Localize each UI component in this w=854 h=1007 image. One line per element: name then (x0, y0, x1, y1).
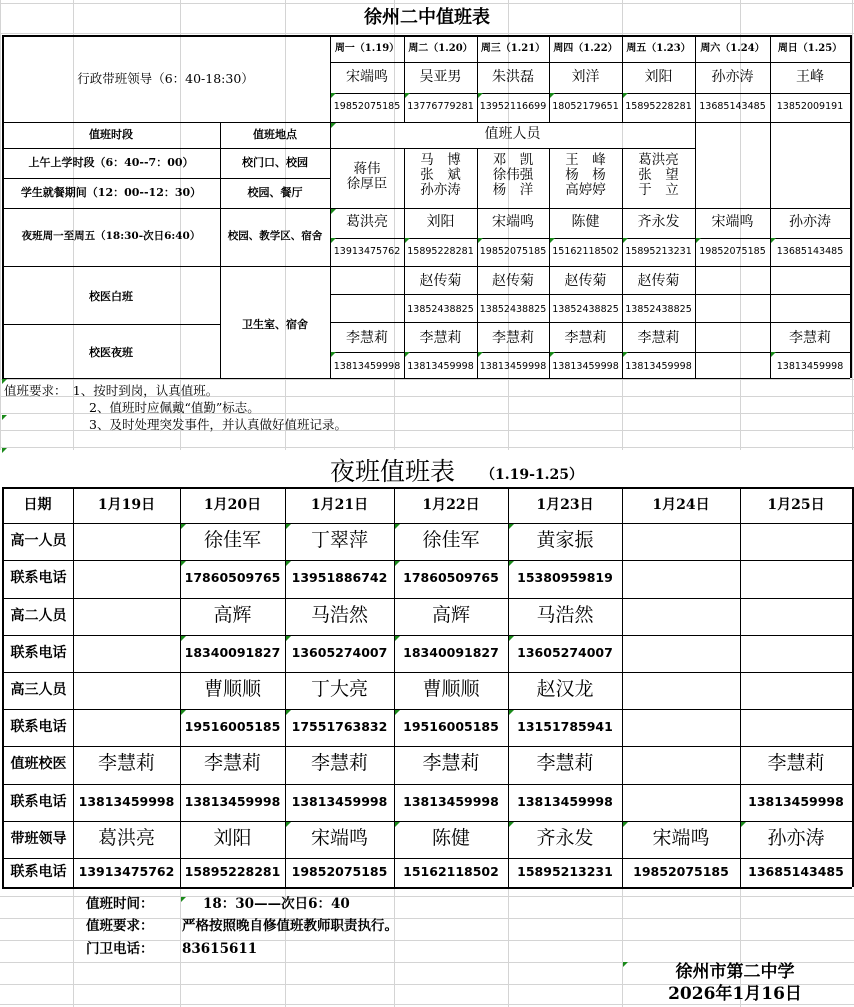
night-phone-9-5: 19852075185 (633, 863, 729, 879)
night-phone-5-3: 19516005185 (403, 718, 499, 734)
night-name-8-3: 陈健 (431, 826, 470, 849)
grid-line-h (2, 887, 852, 889)
comment-marker (771, 352, 776, 357)
night-name-6-4: 李慧莉 (536, 752, 594, 774)
night-phone-9-0: 13913475762 (78, 863, 175, 879)
doctor-night-name-0: 李慧莉 (346, 330, 388, 346)
grid-line-h (2, 208, 850, 209)
comment-marker (181, 561, 186, 566)
doctor-night-phone-2: 13813459998 (479, 361, 547, 372)
admin-leader-label: 行政带班领导（6：40-18:30） (77, 71, 254, 86)
comment-marker (395, 636, 400, 641)
comment-marker (395, 710, 400, 715)
night-name-2-3: 高辉 (431, 603, 470, 626)
grid-line-h (2, 148, 695, 149)
night-date-6: 1月25日 (767, 497, 825, 513)
doctor-night-name-1: 李慧莉 (419, 330, 462, 346)
doctor-day-name-4: 赵传菊 (637, 273, 680, 289)
night-row-label-2: 高二人员 (10, 607, 67, 624)
night-row-label-5: 联系电话 (10, 718, 67, 735)
comment-marker (286, 710, 291, 715)
comment-marker (696, 238, 701, 243)
night-row-label-8: 带班领导 (10, 830, 67, 847)
grid-line-h (2, 122, 850, 123)
day-header-0: 周一（1.19） (334, 43, 400, 54)
night-phone-9-2: 19852075185 (291, 863, 388, 879)
top-title: 徐州二中值班表 (364, 7, 490, 28)
staff-4-2: 于 立 (638, 182, 679, 198)
grid-line-h (2, 709, 852, 710)
staff-0-1: 徐厚臣 (346, 176, 388, 192)
comment-marker (509, 561, 514, 566)
night-name-4-1: 曹顺顺 (203, 677, 261, 700)
night-phone-7-1: 13813459998 (184, 793, 281, 809)
footer-time-label: 值班时间： (86, 896, 154, 912)
doctor-day-phone-4: 13852438825 (625, 304, 692, 315)
night-name-8-1: 刘阳 (213, 826, 252, 849)
night-row-label-6: 值班校医 (10, 756, 67, 772)
night-phone-7-2: 13813459998 (291, 793, 388, 809)
comment-marker (395, 561, 400, 566)
doctor-night-phone-4: 13813459998 (625, 361, 692, 372)
grid-line-v (622, 887, 623, 1007)
comment-marker (405, 238, 410, 243)
night-name-0-2: 丁翠萍 (310, 528, 368, 551)
footer-date: 2026年1月16日 (668, 984, 802, 1004)
night-name-0-4: 黄家振 (536, 528, 594, 551)
staff-3-0: 王 峰 (565, 152, 606, 168)
grid-line-v (850, 35, 852, 378)
comment-marker (550, 93, 555, 98)
night-place: 校园、教学区、宿舍 (227, 230, 323, 242)
night-time: 夜班周一至周五（18:30-次日6:40） (21, 230, 201, 242)
leader-name-3: 刘洋 (571, 69, 600, 85)
night-leader-3: 陈健 (571, 214, 600, 230)
night-phone-5-2: 17551763832 (291, 718, 388, 734)
comment-marker (331, 93, 336, 98)
night-phone-9-4: 15895213231 (517, 863, 613, 879)
comment-marker (331, 352, 336, 357)
night-name-6-2: 李慧莉 (310, 752, 368, 774)
night-leader-phone-5: 19852075185 (699, 246, 766, 257)
grid-line-v (852, 0, 853, 450)
day-header-4: 周五（1.23） (626, 43, 691, 54)
grid-line-v (2, 35, 4, 378)
grid-line-v (740, 487, 741, 887)
night-title-range: （1.19-1.25） (481, 467, 584, 483)
comment-marker (395, 822, 400, 827)
doctor-night-label: 校医夜班 (89, 346, 133, 359)
comment-marker (478, 238, 483, 243)
grid-line-v (330, 35, 331, 378)
leader-phone-3: 18052179651 (552, 101, 619, 112)
night-name-2-1: 高辉 (213, 603, 252, 626)
footer-req-value: 严格按照晚自修值班教师职责执行。 (182, 918, 398, 934)
grid-line-h (2, 178, 330, 179)
night-date-1: 1月20日 (203, 497, 262, 513)
requirement-1: 值班要求： 1、按时到岗，认真值班。 (4, 383, 219, 398)
doctor-day-phone-1: 13852438825 (407, 304, 474, 315)
night-name-6-0: 李慧莉 (97, 752, 155, 774)
night-title: 夜班值班表 (330, 457, 456, 486)
comment-marker (550, 238, 555, 243)
night-name-4-3: 曹顺顺 (422, 677, 480, 700)
staff-2-0: 邓 凯 (492, 152, 534, 168)
grid-line-h (2, 378, 850, 379)
morning-time: 上午上学时段（6：40--7：00） (28, 156, 194, 169)
night-phone-7-6: 13813459998 (748, 793, 844, 809)
night-name-6-3: 李慧莉 (422, 752, 480, 774)
grid-line-h (2, 746, 852, 747)
night-row-label-1: 联系电话 (10, 570, 67, 586)
grid-line-h (2, 598, 852, 599)
clinic-place: 卫生室、宿舍 (242, 318, 308, 331)
comment-marker (331, 238, 336, 243)
grid-line-h (2, 635, 852, 636)
night-name-4-2: 丁大亮 (310, 677, 368, 700)
night-phone-9-1: 15895228281 (184, 863, 281, 879)
leader-phone-5: 13685143485 (699, 101, 766, 112)
grid-line-h (330, 62, 850, 63)
requirement-2: 2、值班时应佩戴“值勤”标志。 (89, 400, 260, 415)
night-date-2: 1月21日 (310, 497, 369, 513)
leader-phone-4: 15895228281 (625, 101, 692, 112)
comment-marker (395, 524, 400, 529)
night-date-0: 1月19日 (97, 497, 156, 513)
col-header-time: 值班时段 (89, 128, 133, 141)
grid-line-h (2, 523, 852, 524)
grid-line-h (2, 35, 850, 37)
grid-line-h (0, 1004, 854, 1005)
doctor-night-name-2: 李慧莉 (492, 330, 534, 346)
day-header-3: 周四（1.22） (553, 43, 618, 54)
comment-marker (181, 897, 186, 902)
footer-req-label: 值班要求： (86, 918, 154, 934)
lunch-place: 校园、餐厅 (247, 186, 303, 199)
night-leader-phone-0: 13913475762 (333, 246, 401, 257)
leader-phone-2: 13952116699 (479, 101, 547, 112)
leader-phone-6: 13852009191 (776, 101, 844, 112)
night-phone-3-4: 13605274007 (517, 644, 613, 660)
night-name-8-4: 齐永发 (536, 826, 594, 849)
night-name-0-1: 徐佳军 (203, 528, 261, 551)
night-date-5: 1月24日 (652, 497, 710, 513)
grid-line-h (0, 379, 854, 380)
night-leader-phone-2: 19852075185 (479, 246, 547, 257)
grid-line-v (180, 887, 181, 1007)
doctor-night-phone-0: 13813459998 (333, 361, 401, 372)
comment-marker (509, 636, 514, 641)
grid-line-h (2, 784, 852, 785)
night-phone-3-2: 13605274007 (291, 644, 388, 660)
footer-guard-label: 门卫电话： (86, 941, 154, 957)
leader-name-6: 王峰 (796, 69, 824, 85)
night-leader-phone-4: 15895213231 (625, 246, 692, 257)
grid-line-v (0, 0, 1, 450)
comment-marker (286, 636, 291, 641)
grid-line-v (285, 0, 286, 450)
doctor-day-phone-3: 13852438825 (552, 304, 619, 315)
comment-marker (181, 710, 186, 715)
staff-4-1: 张 望 (638, 167, 679, 183)
night-row-label-9: 联系电话 (10, 863, 67, 880)
night-leader-1: 刘阳 (426, 214, 455, 230)
doctor-night-phone-3: 13813459998 (552, 361, 619, 372)
comment-marker (478, 352, 483, 357)
night-phone-1-4: 15380959819 (517, 570, 613, 585)
requirement-3: 3、及时处理突发事件，并认真做好值班记录。 (89, 417, 347, 432)
day-header-5: 周六（1.24） (700, 43, 765, 54)
staff-4-0: 葛洪亮 (638, 152, 679, 168)
grid-line-h (2, 672, 852, 673)
col-header-place: 值班地点 (253, 128, 297, 141)
staff-3-2: 高婷婷 (565, 182, 606, 198)
night-phone-5-4: 13151785941 (517, 718, 613, 734)
comment-marker (286, 822, 291, 827)
comment-marker (181, 524, 186, 529)
night-leader-2: 宋端鸣 (492, 214, 534, 230)
night-phone-3-3: 18340091827 (403, 644, 499, 660)
night-phone-3-1: 18340091827 (184, 644, 281, 660)
night-phone-9-6: 13685143485 (748, 863, 844, 879)
night-leader-phone-3: 15162118502 (552, 246, 619, 257)
doctor-night-phone-1: 13813459998 (407, 361, 474, 372)
comment-marker (771, 238, 776, 243)
night-name-6-6: 李慧莉 (767, 752, 825, 774)
leader-name-2: 朱洪磊 (492, 69, 534, 85)
doctor-day-name-3: 赵传菊 (564, 273, 607, 289)
night-name-0-3: 徐佳军 (422, 528, 480, 551)
night-header-date: 日期 (23, 497, 52, 513)
footer-time-value: 18：30——次日6：40 (203, 896, 350, 912)
grid-line-h (0, 3, 854, 4)
night-phone-7-0: 13813459998 (78, 793, 175, 809)
doctor-night-name-4: 李慧莉 (637, 330, 680, 346)
grid-line-v (508, 887, 509, 1007)
night-phone-1-2: 13951886742 (291, 570, 388, 585)
grid-line-h (2, 324, 220, 325)
comment-marker (623, 822, 628, 827)
night-leader-4: 齐永发 (637, 214, 680, 230)
leader-phone-0: 19852075185 (333, 101, 401, 112)
grid-line-h (2, 266, 850, 267)
staff-0-0: 蒋伟 (353, 161, 381, 177)
footer-guard-value: 83615611 (182, 941, 258, 957)
night-name-4-4: 赵汉龙 (536, 677, 594, 700)
night-name-8-6: 孙亦涛 (767, 826, 825, 849)
staff-2-2: 杨 洋 (492, 182, 534, 198)
comment-marker (405, 352, 410, 357)
grid-line-v (695, 35, 696, 378)
grid-line-h (2, 560, 852, 561)
morning-place: 校门口、校园 (242, 156, 308, 169)
doctor-day-phone-2: 13852438825 (479, 304, 547, 315)
comment-marker (623, 352, 628, 357)
col-header-staff: 值班人员 (484, 126, 541, 142)
grid-line-h (330, 322, 850, 323)
night-name-2-4: 马浩然 (536, 603, 594, 626)
comment-marker (478, 93, 483, 98)
grid-line-h (2, 487, 852, 489)
comment-marker (286, 524, 291, 529)
grid-line-v (394, 887, 395, 1007)
comment-marker (623, 962, 628, 967)
day-header-6: 周日（1.25） (777, 43, 843, 54)
grid-line-h (0, 447, 854, 448)
grid-line-v (622, 487, 623, 887)
night-phone-7-4: 13813459998 (517, 793, 613, 809)
comment-marker (331, 209, 336, 214)
comment-marker (550, 352, 555, 357)
comment-marker (623, 93, 628, 98)
footer-school: 徐州市第二中学 (675, 962, 795, 982)
leader-name-4: 刘阳 (644, 69, 673, 85)
night-phone-7-3: 13813459998 (403, 793, 499, 809)
night-name-8-2: 宋端鸣 (310, 826, 368, 849)
night-row-label-0: 高一人员 (10, 532, 67, 549)
doctor-day-label: 校医白班 (89, 290, 133, 303)
grid-line-h (330, 294, 850, 295)
comment-marker (509, 524, 514, 529)
day-header-2: 周三（1.21） (480, 43, 546, 54)
comment-marker (405, 93, 410, 98)
doctor-night-name-6: 李慧莉 (789, 330, 831, 346)
comment-marker (509, 710, 514, 715)
night-leader-5: 宋端鸣 (711, 214, 754, 230)
night-date-3: 1月22日 (422, 497, 480, 513)
night-row-label-7: 联系电话 (10, 793, 67, 810)
night-leader-0: 葛洪亮 (346, 214, 388, 230)
night-leader-phone-6: 13685143485 (776, 246, 844, 257)
night-date-4: 1月23日 (536, 497, 594, 513)
leader-name-1: 吴亚男 (419, 69, 462, 85)
doctor-night-phone-6: 13813459998 (776, 361, 844, 372)
night-phone-9-3: 15162118502 (403, 863, 499, 879)
doctor-night-name-3: 李慧莉 (564, 330, 607, 346)
staff-2-1: 徐伟强 (492, 167, 534, 183)
doctor-day-name-1: 赵传菊 (419, 273, 462, 289)
night-row-label-4: 高三人员 (10, 681, 67, 698)
comment-marker (2, 415, 7, 420)
night-phone-5-1: 19516005185 (184, 718, 281, 734)
night-name-2-2: 马浩然 (310, 603, 368, 626)
comment-marker (181, 636, 186, 641)
night-leader-6: 孙亦涛 (789, 214, 831, 230)
comment-marker (741, 822, 746, 827)
staff-1-0: 马 博 (420, 152, 461, 168)
doctor-day-name-2: 赵传菊 (492, 273, 534, 289)
night-leader-phone-1: 15895228281 (407, 246, 474, 257)
lunch-time: 学生就餐期间（12：00--12：30） (20, 186, 202, 199)
grid-line-h (0, 33, 854, 34)
grid-line-h (2, 858, 852, 859)
grid-line-v (73, 887, 74, 1007)
leader-phone-1: 13776779281 (407, 101, 474, 112)
day-header-1: 周二（1.20） (408, 43, 473, 54)
leader-name-5: 孙亦涛 (711, 69, 754, 85)
night-name-8-5: 宋端鸣 (652, 826, 710, 849)
night-phone-1-1: 17860509765 (184, 570, 281, 585)
night-row-label-3: 联系电话 (10, 644, 67, 661)
grid-line-h (2, 821, 852, 822)
night-phone-1-3: 17860509765 (403, 570, 499, 585)
staff-1-2: 孙亦涛 (420, 182, 461, 198)
staff-3-1: 杨 杨 (565, 167, 606, 183)
night-name-6-1: 李慧莉 (203, 752, 261, 774)
comment-marker (623, 238, 628, 243)
staff-1-1: 张 斌 (420, 167, 461, 183)
comment-marker (2, 448, 7, 453)
comment-marker (286, 561, 291, 566)
comment-marker (509, 822, 514, 827)
grid-line-v (770, 35, 771, 378)
night-name-8-0: 葛洪亮 (97, 826, 155, 849)
leader-name-0: 宋端鸣 (346, 69, 388, 85)
